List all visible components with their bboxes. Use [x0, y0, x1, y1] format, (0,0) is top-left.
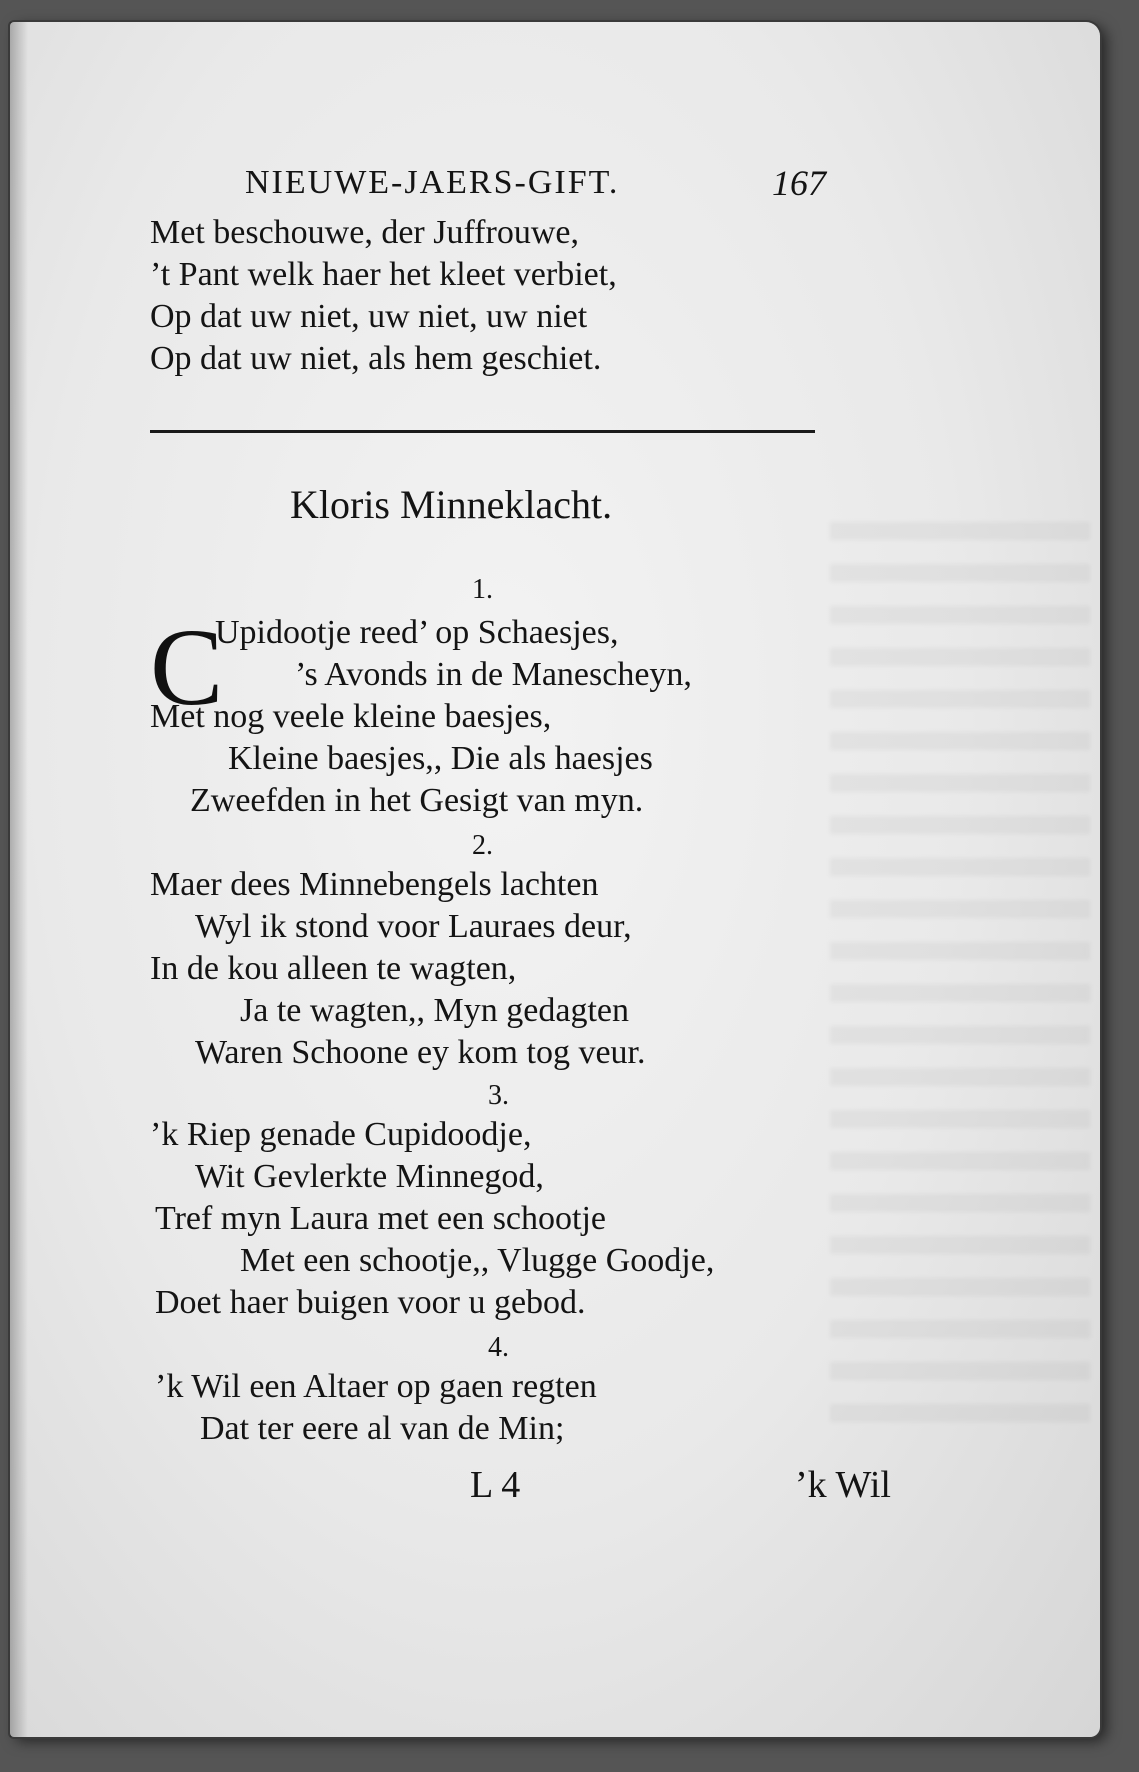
- stanza-number: 1.: [472, 574, 493, 605]
- show-through: [830, 522, 1090, 1422]
- verse-line: Tref myn Laura met een schootje: [155, 1200, 606, 1237]
- book-page: [10, 22, 1100, 1737]
- verse-line: ’t Pant welk haer het kleet verbiet,: [150, 256, 617, 293]
- stanza-number: 4.: [488, 1332, 509, 1363]
- verse-line: Wyl ik stond voor Lauraes deur,: [195, 908, 632, 945]
- verse-line: Dat ter eere al van de Min;: [200, 1410, 565, 1447]
- verse-line: Ja te wagten,, Myn gedagten: [240, 992, 629, 1029]
- verse-line: Met nog veele kleine baesjes,: [150, 698, 552, 735]
- verse-line: Doet haer buigen voor u gebod.: [155, 1284, 586, 1321]
- verse-line: ’k Riep genade Cupidoodje,: [150, 1116, 532, 1153]
- stanza-number: 2.: [472, 830, 493, 861]
- verse-line: Kleine baesjes,, Die als haesjes: [228, 740, 653, 777]
- poem-title: Kloris Minneklacht.: [290, 482, 613, 527]
- stanza-number: 3.: [488, 1080, 509, 1111]
- verse-line: Waren Schoone ey kom tog veur.: [195, 1034, 646, 1071]
- gutter-shadow: [10, 22, 28, 1737]
- verse-line: Wit Gevlerkte Minnegod,: [195, 1158, 544, 1195]
- running-title: NIEUWE-JAERS-GIFT.: [245, 164, 620, 201]
- verse-line: Maer dees Minnebengels lachten: [150, 866, 599, 903]
- verse-line: Upidootje reed’ op Schaesjes,: [215, 614, 619, 651]
- verse-line: In de kou alleen te wagten,: [150, 950, 517, 987]
- verse-line: Zweefden in het Gesigt van myn.: [190, 782, 644, 819]
- verse-line: Op dat uw niet, als hem geschiet.: [150, 340, 602, 377]
- verse-line: Op dat uw niet, uw niet, uw niet: [150, 298, 588, 335]
- drop-capital: C: [150, 606, 224, 728]
- verse-line: ’k Wil een Altaer op gaen regten: [155, 1368, 597, 1405]
- verse-line: Met een schootje,, Vlugge Goodje,: [240, 1242, 715, 1279]
- catchword: ’k Wil: [795, 1464, 891, 1506]
- section-divider: [150, 430, 815, 433]
- verse-line: ’s Avonds in de Manescheyn,: [295, 656, 692, 693]
- signature-mark: L 4: [470, 1464, 521, 1506]
- page-number: 167: [772, 163, 826, 203]
- verse-line: Met beschouwe, der Juffrouwe,: [150, 214, 579, 251]
